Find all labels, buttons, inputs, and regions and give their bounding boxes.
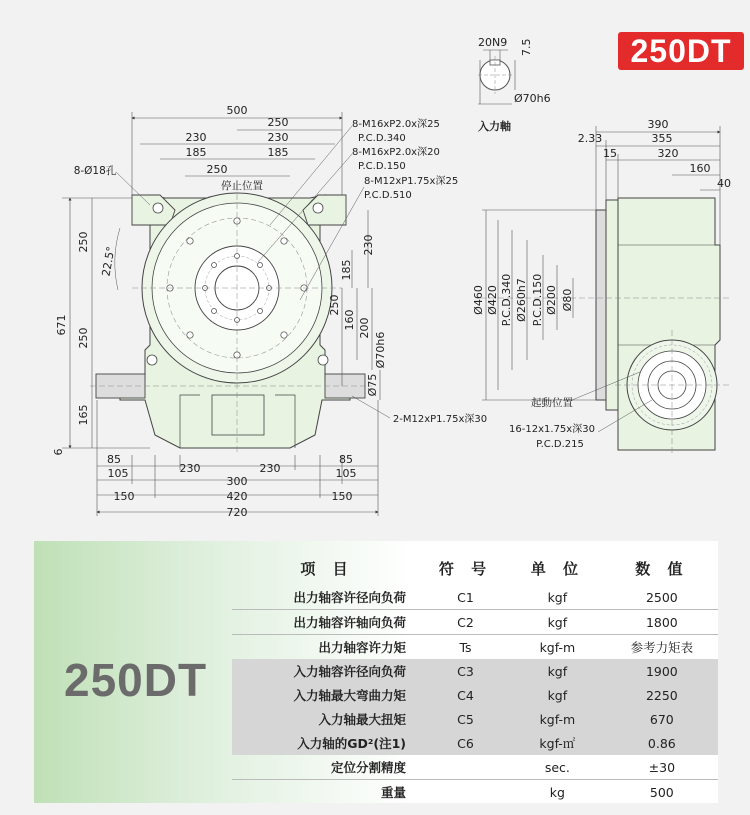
header-value: 数 值 [635, 559, 689, 578]
spec-table [232, 551, 718, 804]
row-value: 0.86 [606, 731, 718, 755]
row-symbol: C5 [422, 707, 509, 731]
table-row [232, 659, 718, 683]
dim-200-right: 200 [358, 317, 371, 339]
row-item: 出力轴容许力矩 [318, 640, 406, 655]
spec-panel [34, 541, 718, 803]
table-row [232, 731, 718, 755]
header-symbol: 符 号 [438, 559, 493, 578]
row-value: ±30 [606, 755, 718, 780]
dim-105-b: 105 [335, 467, 357, 480]
dim-185-a: 185 [185, 146, 207, 159]
callout-3: 8-M16xP2.0x深20 [352, 147, 440, 158]
row-symbol: C4 [422, 683, 509, 707]
dim-150-a: 150 [113, 490, 135, 503]
dim-185-right: 185 [340, 259, 353, 281]
table-row [232, 610, 718, 635]
row-symbol: C6 [422, 731, 509, 755]
dim-230-c: 230 [179, 462, 201, 475]
header-item: 项 目 [300, 559, 354, 578]
row-value: 参考力矩表 [630, 640, 694, 655]
dim-390: 390 [647, 118, 669, 131]
side-callout-2: P.C.D.215 [536, 439, 584, 450]
input-shaft-detail [478, 36, 551, 133]
dim-15: 15 [603, 147, 617, 160]
dim-230-b: 230 [267, 131, 289, 144]
row-symbol: C3 [422, 659, 509, 683]
dim-250-top: 250 [267, 116, 289, 129]
front-view [90, 185, 372, 455]
row-item: 定位分割精度 [232, 755, 422, 780]
row-item: 入力轴的GD²(注1) [232, 731, 422, 755]
dim-355: 355 [651, 132, 673, 145]
row-symbol [422, 755, 509, 780]
dim-6: 6 [52, 448, 65, 456]
dim-85-b: 85 [339, 453, 353, 466]
dia-460: Ø460 [472, 285, 485, 315]
dim-500: 500 [226, 104, 248, 117]
row-unit: kgf-㎡ [509, 731, 606, 755]
stop-position-label: 停止位置 [221, 180, 263, 192]
row-unit: kgf [509, 659, 606, 683]
row-value: 1900 [606, 659, 718, 683]
dim-250-mid: 250 [206, 163, 228, 176]
row-unit: kgf-m [509, 707, 606, 731]
callout-4: P.C.D.150 [358, 161, 406, 172]
spec-model-label: 250DT [64, 654, 208, 706]
dim-230-d: 230 [259, 462, 281, 475]
dim-160-side: 160 [689, 162, 711, 175]
hole-label: 8-Ø18孔 [73, 165, 117, 177]
input-shaft-label: 入力軸 [478, 120, 511, 133]
dim-150-b: 150 [331, 490, 353, 503]
pcd-150-side: P.C.D.150 [531, 273, 544, 327]
pcd-340: P.C.D.340 [500, 273, 513, 327]
callout-5: 8-M12xP1.75x深25 [364, 176, 459, 187]
dim-320: 320 [657, 147, 679, 160]
table-row [232, 707, 718, 731]
table-row [232, 585, 718, 610]
dim-230-right: 230 [362, 234, 375, 256]
row-symbol: C2 [422, 610, 509, 635]
table-row [232, 635, 718, 660]
dia-200: Ø200 [545, 285, 558, 315]
dim-420: 420 [226, 490, 248, 503]
row-unit: sec. [509, 755, 606, 780]
dim-40-side: 40 [717, 177, 731, 190]
dia-260: Ø260h7 [515, 278, 528, 322]
dim-185-b: 185 [267, 146, 289, 159]
row-symbol [422, 780, 509, 805]
angle-label: 22.5° [99, 245, 118, 278]
row-item: 入力轴容许径向负荷 [232, 659, 422, 683]
dim-250-left-b: 250 [77, 327, 90, 349]
row-item: 出力轴容许轴向负荷 [232, 610, 422, 635]
row-unit: kgf [509, 585, 606, 610]
dia-420: Ø420 [486, 285, 499, 315]
spec-header-row [232, 551, 718, 585]
key-depth-dim: 7.5 [520, 38, 533, 56]
callout-2: P.C.D.340 [358, 133, 406, 144]
dim-165: 165 [77, 404, 90, 426]
dia-80: Ø80 [561, 288, 574, 312]
dim-105-a: 105 [107, 467, 129, 480]
row-unit: kgf [509, 683, 606, 707]
dim-85-a: 85 [107, 453, 121, 466]
shaft-dia-right: Ø70h6 [374, 331, 387, 369]
dim-671: 671 [55, 314, 68, 336]
dim-75-right: Ø75 [366, 373, 379, 397]
dim-160-right: 160 [343, 309, 356, 331]
header-unit: 单 位 [530, 559, 584, 578]
row-unit: kgf-m [539, 639, 576, 655]
dim-250-left-a: 250 [77, 231, 90, 253]
table-row [232, 780, 718, 805]
side-callout-1: 16-12x1.75x深30 [509, 424, 595, 435]
dim-230-a: 230 [185, 131, 207, 144]
model-badge: 250DT [618, 32, 744, 70]
row-symbol: C1 [422, 585, 509, 610]
callout-6: P.C.D.510 [364, 190, 412, 201]
dim-720: 720 [226, 506, 248, 519]
table-row [232, 755, 718, 780]
side-view [480, 198, 730, 455]
start-position-label: 起動位置 [531, 397, 573, 409]
bottom-callout: 2-M12xP1.75x深30 [392, 414, 488, 425]
row-symbol: Ts [459, 639, 472, 655]
row-value: 500 [649, 784, 674, 800]
row-value: 1800 [606, 610, 718, 635]
dim-2-33: 2.33 [577, 132, 603, 145]
row-item: 入力轴最大弯曲力矩 [232, 683, 422, 707]
row-item: 入力轴最大扭矩 [232, 707, 422, 731]
row-unit: kg [549, 784, 565, 800]
row-value: 670 [606, 707, 718, 731]
row-item: 重量 [380, 785, 406, 800]
row-value: 2250 [606, 683, 718, 707]
keyway-dim: 20N9 [478, 36, 508, 49]
row-unit: kgf [509, 610, 606, 635]
row-value: 2500 [606, 585, 718, 610]
row-item: 出力轴容许径向负荷 [232, 585, 422, 610]
dim-250-right: 250 [328, 294, 341, 316]
table-row [232, 683, 718, 707]
input-shaft-diameter: Ø70h6 [514, 92, 551, 105]
dim-300: 300 [226, 475, 248, 488]
callout-1: 8-M16xP2.0x深25 [352, 119, 440, 130]
